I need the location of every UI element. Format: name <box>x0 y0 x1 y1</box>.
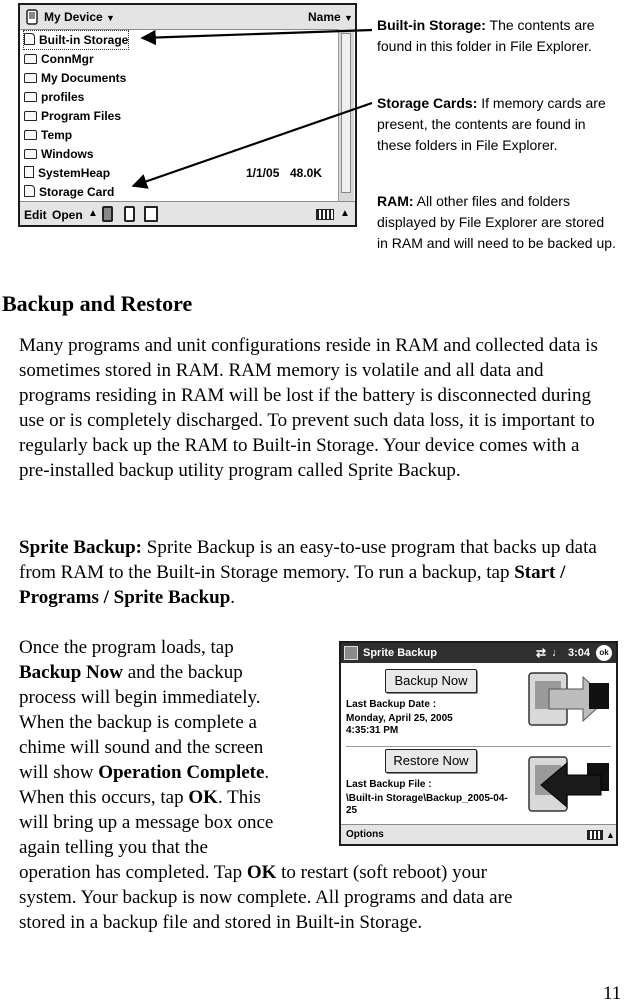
restore-arrow-icon <box>527 749 613 821</box>
options-menu[interactable]: Options <box>346 829 384 840</box>
up-arrow-icon[interactable]: ▲ <box>606 830 615 840</box>
text-run: OK <box>246 862 277 883</box>
arrow-to-builtin-storage <box>142 30 372 38</box>
last-backup-date-label: Last Backup Date : <box>346 699 437 710</box>
item-label: Storage Card <box>39 185 115 199</box>
text-run: When the backup is complete a <box>19 712 257 733</box>
ok-button[interactable]: ok <box>596 645 612 661</box>
keyboard-icon[interactable] <box>587 830 603 840</box>
callout-ram <box>377 191 617 254</box>
text-run: again telling you that the <box>19 837 208 858</box>
item-label: My Documents <box>41 71 127 85</box>
app-title: Sprite Backup <box>363 647 437 659</box>
callout-text: If memory cards are present, the contents are found in these folders in File Explorer. <box>377 95 606 153</box>
last-backup-time: 4:35:31 PM <box>346 725 399 736</box>
text-run: stored in a backup file and stored in Built-in Storage. <box>19 912 423 933</box>
sprite-menubar <box>341 824 616 845</box>
sprite-backup-paragraph <box>19 535 624 610</box>
sprite-backup-screenshot <box>339 641 618 846</box>
item-label: Windows <box>41 147 94 161</box>
restore-now-button[interactable]: Restore Now <box>385 749 477 773</box>
callout-cards <box>377 93 617 156</box>
text-run: Once the program loads, tap <box>19 637 234 658</box>
last-backup-date: Monday, April 25, 2005 <box>346 713 453 724</box>
open-menu[interactable]: Open <box>52 208 83 222</box>
text-run: Backup Now <box>19 662 123 683</box>
text-run: to restart (soft reboot) your <box>276 862 487 883</box>
item-label: profiles <box>41 90 85 104</box>
menu-path: Start / Programs / Sprite Backup <box>19 562 566 608</box>
callout-label: RAM: <box>377 193 414 209</box>
paragraph-label: Sprite Backup: <box>19 537 142 558</box>
text-run: Operation Complete <box>98 762 265 783</box>
callout-builtin <box>377 15 617 57</box>
backup-now-button[interactable]: Backup Now <box>385 669 477 693</box>
callout-label: Storage Cards: <box>377 95 478 111</box>
item-label: Temp <box>41 128 73 142</box>
text-run: . This <box>217 787 261 808</box>
paragraph-text: . <box>230 587 236 608</box>
text-line <box>19 910 619 935</box>
file-size: 48.0K <box>290 166 323 180</box>
speaker-icon[interactable]: ♩ <box>552 647 563 659</box>
item-label: SystemHeap <box>38 166 111 180</box>
chevron-down-icon: ▼ <box>106 13 115 23</box>
item-label: Built-in Storage <box>39 33 129 47</box>
sort-label: Name <box>308 10 341 24</box>
last-backup-file-label: Last Backup File : <box>346 779 432 790</box>
clock[interactable]: 3:04 <box>568 647 591 659</box>
text-line <box>19 885 619 910</box>
divider <box>346 746 611 747</box>
last-backup-file-cont: 25 <box>346 805 358 816</box>
callout-text: The contents are found in this folder in File Explorer. <box>377 17 595 54</box>
callout-label: Built-in Storage: <box>377 17 486 33</box>
intro-paragraph: Many programs and unit configurations reside in RAM and collected data is sometimes stored in RAM. RAM memory is volatile and all data and programs residing in RAM will be lost if the battery is disconnected during use or is completely discharged. To prevent such data loss, it is important to regularly back up the RAM to Built-in Storage. Your device comes with a pre-installed backup utility program called Sprite Backup. <box>19 335 598 481</box>
title-bar <box>341 643 616 663</box>
sync-icon[interactable]: ⇄ <box>536 646 547 660</box>
text-run: will bring up a message box once <box>19 812 274 833</box>
page-number: 11 <box>603 983 622 1004</box>
start-icon[interactable] <box>344 646 358 660</box>
text-run: chime will sound and the screen <box>19 737 264 758</box>
chevron-down-icon: ▼ <box>344 13 353 23</box>
text-run: process will begin immediately. <box>19 687 261 708</box>
location-label: My Device <box>44 10 103 24</box>
backup-arrow-icon <box>527 665 613 735</box>
up-arrow-icon[interactable]: ▲ <box>340 208 350 219</box>
callout-text: All other files and folders displayed by File Explorer are stored in RAM and will need to be backed up. <box>377 193 616 251</box>
item-label: ConnMgr <box>41 52 94 66</box>
text-line <box>19 860 619 885</box>
text-run: . <box>264 762 270 783</box>
item-label: Program Files <box>41 109 122 123</box>
text-run: When this occurs, tap <box>19 787 189 808</box>
text-run: and the backup <box>123 662 243 683</box>
arrow-to-storage-card <box>133 103 372 186</box>
section-heading: Backup and Restore <box>2 291 193 316</box>
paragraph-text: Sprite Backup is an easy-to-use program that backs up data from RAM to the Built-in Storage memory. To run a backup, tap <box>19 537 597 583</box>
text-run: operation has completed. Tap <box>19 862 247 883</box>
text-run: will show <box>19 762 99 783</box>
text-run: system. Your backup is now complete. All programs and data are <box>19 887 513 908</box>
text-run: OK <box>188 787 218 808</box>
up-arrow-icon[interactable]: ▲ <box>88 208 98 219</box>
last-backup-file: \Built-in Storage\Backup_2005-04- <box>346 793 508 804</box>
edit-menu[interactable]: Edit <box>24 208 47 222</box>
file-date: 1/1/05 <box>246 166 280 180</box>
